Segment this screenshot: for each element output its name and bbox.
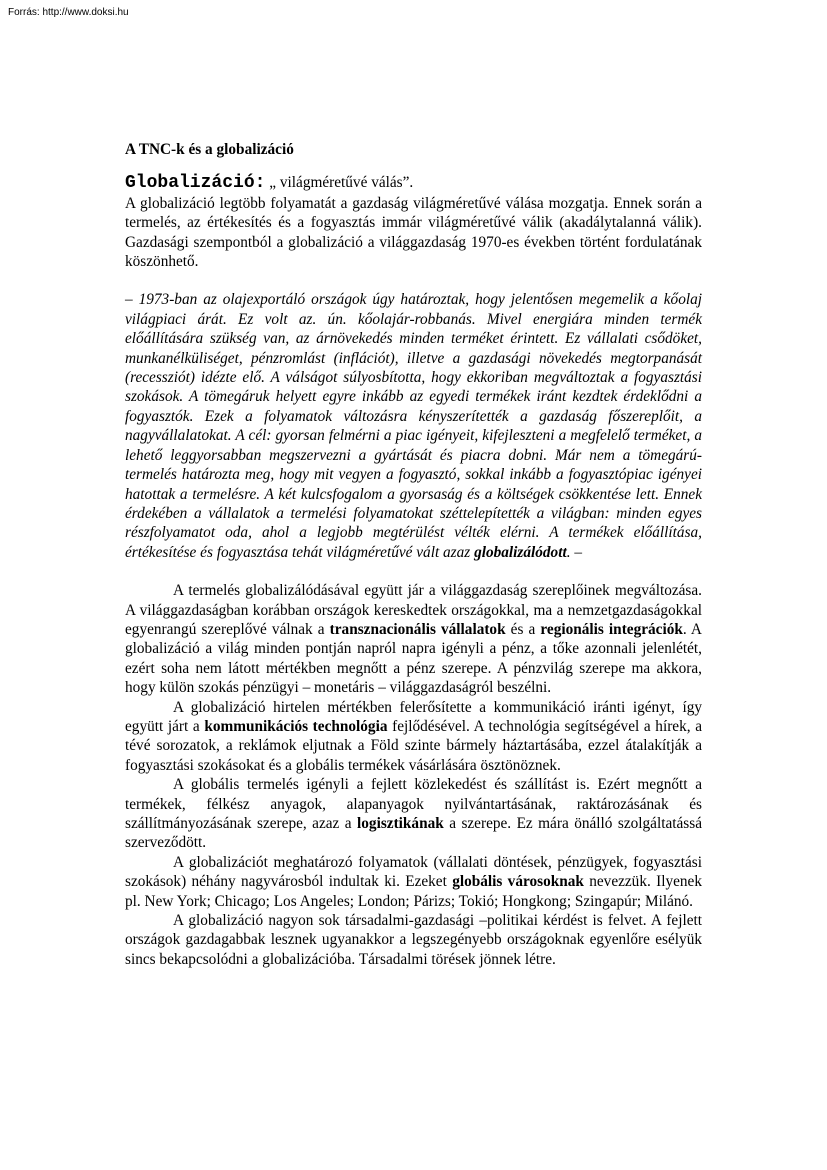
paragraph-communication-text-2: fejlődésével. A technológia segítségével a hírek, a tévé sorozatok, a reklámok eljutnak a Föld szinte bármely háztartásába, ezzel átalakítják a fogyasztási szokásokat és a globális termékek vásárlására ösztönöznek. xyxy=(125,717,702,774)
paragraph-logistics-text-2: a szerepe. Ez mára önálló szolgáltatássá szerveződött. xyxy=(125,815,702,852)
page-title: A TNC-k és a globalizáció xyxy=(125,141,294,158)
paragraph-actors-text-1: A termelés globalizálódásával együtt jár a világgazdaság szereplőinek megváltozása. A világgazdaságban korábban országok kereskedtek országokkal, ma a nemzetgazdaságokkal egyenrangú szereplővé válnak a xyxy=(125,582,702,638)
document-page xyxy=(125,140,702,969)
paragraph-actors-text-2: és a xyxy=(505,620,541,638)
oil-crisis-paragraph xyxy=(125,290,702,562)
term-tnc: transznacionális vállalatok xyxy=(329,620,506,638)
oil-crisis-bold: globalizálódott xyxy=(474,543,567,561)
paragraph-actors xyxy=(125,581,702,697)
globalization-meaning: „ világméretűvé válás”. xyxy=(265,174,414,192)
paragraph-social: A globalizáció nagyon sok társadalmi-gazdasági –politikai kérdést is felvet. A fejlett országok gazdagabbak lesznek ugyanakkor a legszegényebb országoknak egyenlőre esélyük sincs bekapcsolódni a globalizációba. Társadalmi törések jönnek létre. xyxy=(125,912,702,968)
paragraph-actors-text-3: . A globalizáció a világ minden pontján napról napra igényli a pénz, a tőke azonnali jelenlétét, ezért soha nem látott mértékben megnőtt a pénz szerepe. A pénzvilág szerepe ma akkora, hogy külön szokás pénzügyi – monetáris – világgazdaságról beszélni. xyxy=(125,620,702,697)
source-label: Forrás: http://www.doksi.hu xyxy=(8,7,129,18)
term-regional-integration: regionális integrációk xyxy=(540,620,683,638)
term-logistics: logisztikának xyxy=(357,815,444,832)
oil-crisis-end: . – xyxy=(566,543,582,561)
paragraph-global-cities-text-2: nevezzük. Ilyenek pl. New York; Chicago; Los Angeles; London; Párizs; Tokió; Hongkong; Szingapúr; Milánó. xyxy=(125,873,702,910)
globalization-term: Globalizáció: xyxy=(125,173,266,194)
intro-paragraph: A globalizáció legtöbb folyamatát a gazdaság világméretűvé válása mozgatja. Ennek során a termelés, az értékesítés és a fogyasztás immár világméretűvé válik (akadálytalanná válik). Gazdasági szempontból a globalizáció a világgazdaság 1970-es években történt fordulatának köszönhető. xyxy=(125,194,702,271)
paragraph-logistics-text-1: A globális termelés igényli a fejlett közlekedést és szállítást is. Ezért megnőtt a termékek, félkész anyagok, alapanyagok nyilvántartásának, raktározásának és szállítmányozásának szerepe, azaz a xyxy=(125,776,702,832)
globalization-definition xyxy=(125,173,702,193)
term-global-cities: globális városoknak xyxy=(452,873,584,891)
oil-crisis-text: – 1973-ban az olajexportáló országok úgy határoztak, hogy jelentősen megemelik a kőolaj világpiaci árát. Ez volt az. ún. kőolajár-robbanás. Mivel energiára minden termék előállítására szükség van, az árnövekedés minden terméket érintett. Ez vállalati csődöket, munkanélküliséget, pénzromlást (inflációt), illetve a gazdasági növekedés megtorpanását (recessziót) idézte elő. A válságot súlyosbította, hogy ekkoriban megváltoztak a fogyasztási szokások. A tömegáruk helyett egyre inkább az egyedi termékek iránt kezdtek érdeklődni a fogyasztók. Ezek a folyamatok változásra kényszerítették a gazdaság főszereplőit, a nagyvállalatokat. A cél: gyorsan felmérni a piac igényeit, kifejleszteni a megfelelő terméket, a lehető leggyorsabban megszervezni a gyártását és piacra dobni. Már nem a tömegárú-termelés határozta meg, hogy mit vegyen a fogyasztó, sokkal inkább a fogyasztópiac igényei hatottak a termelésre. A két kulcsfogalom a gyorsaság és a költségek csökkentése lett. Ennek érdekében a vállalatok a termelési folyamatokat széttelepítették a világban: minden egyes részfolyamatot oda, ahol a legjobb megtérülést vélték elérni. A termékek előállítása, értékesítése és fogyasztása tehát világméretűvé vált azaz xyxy=(125,291,702,561)
paragraph-logistics xyxy=(125,775,702,853)
paragraph-global-cities xyxy=(125,853,702,911)
paragraph-global-cities-text-1: A globalizációt meghatározó folyamatok (vállalati döntések, pénzügyek, fogyasztási szokások) néhány nagyvárosból indultak ki. Ezeket xyxy=(125,853,702,891)
term-communication-technology: kommunikációs technológia xyxy=(204,717,388,735)
paragraph-communication xyxy=(125,698,702,776)
paragraph-communication-text-1: A globalizáció hirtelen mértékben felerősítette a kommunikáció iránti igényt, így együtt járt a xyxy=(125,698,702,735)
